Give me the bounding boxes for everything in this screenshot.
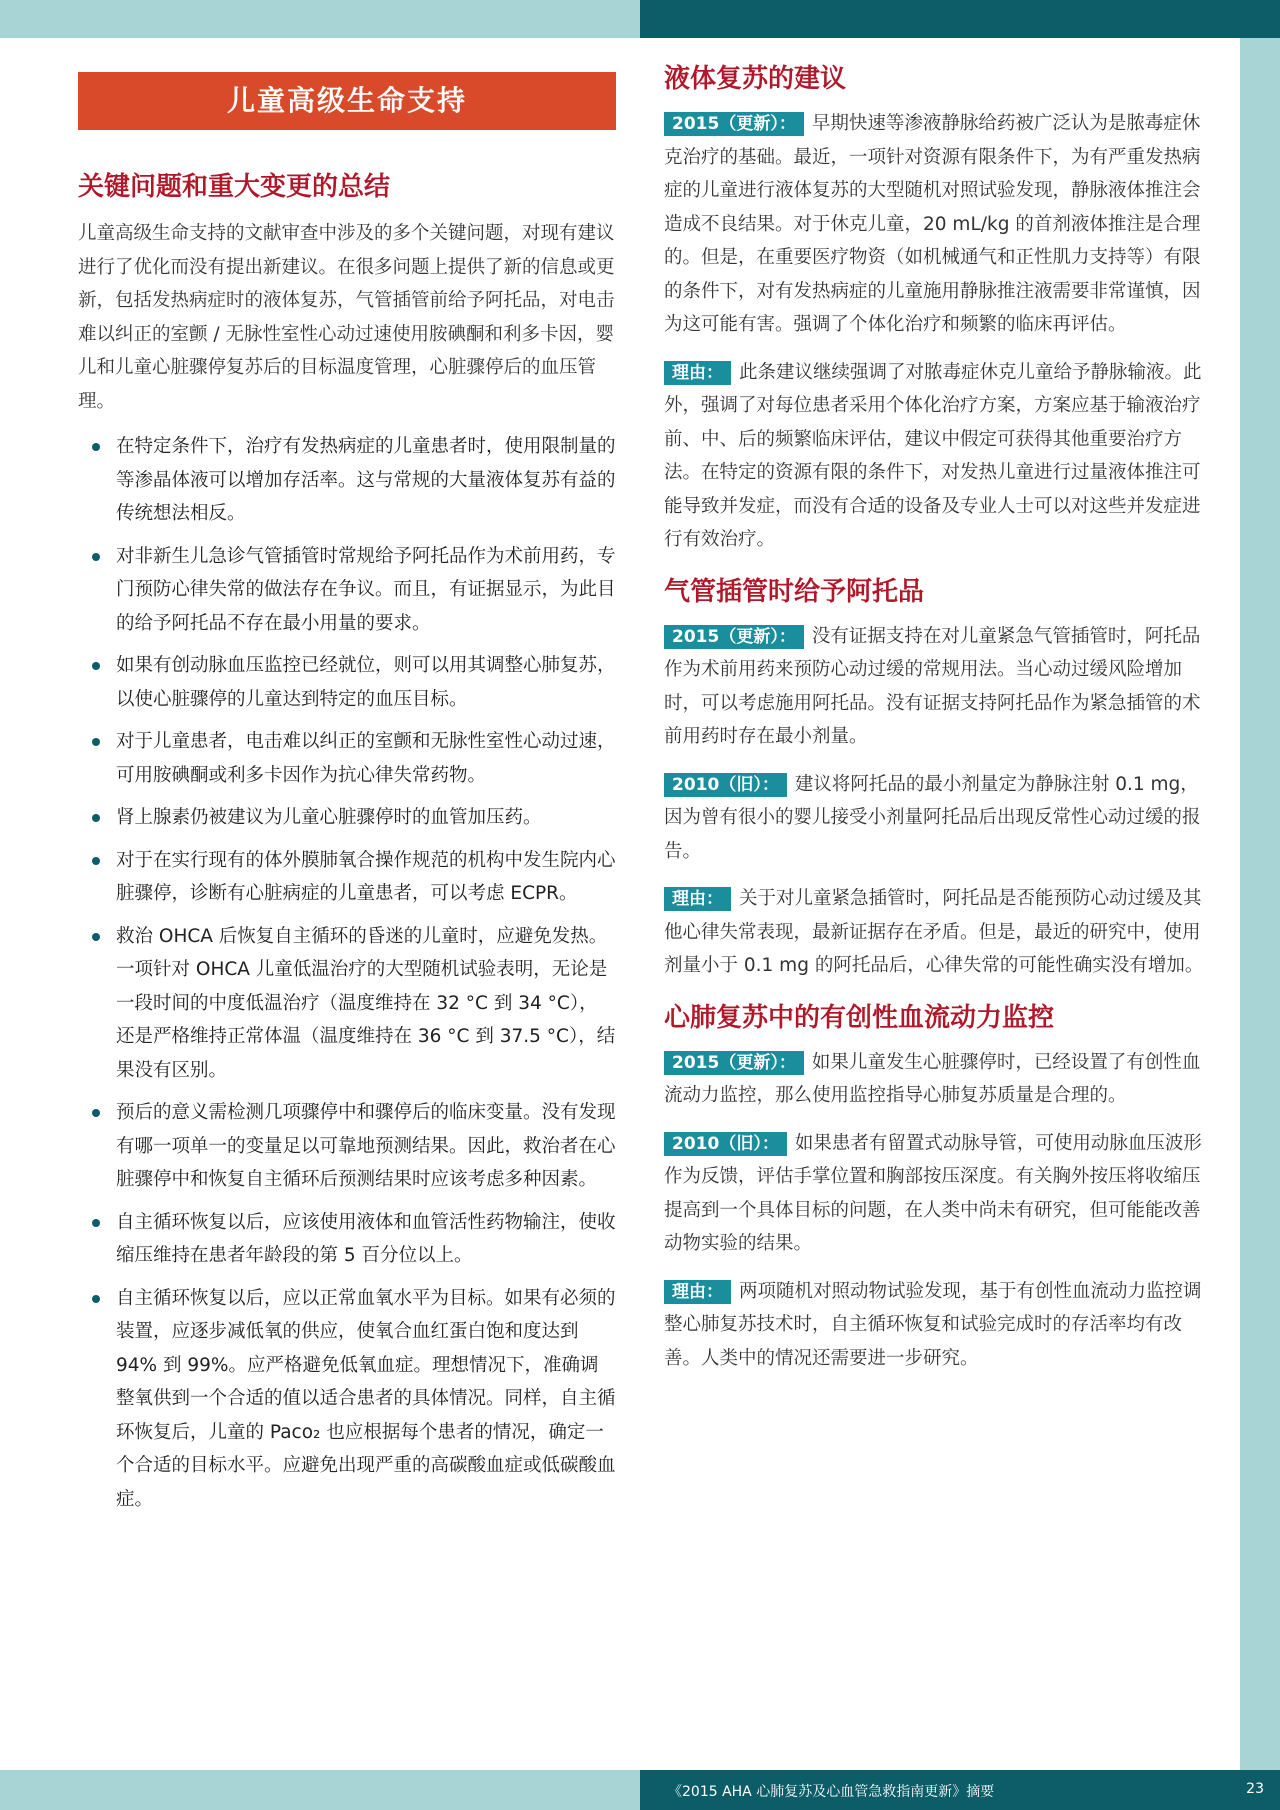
list-item: [78, 844, 616, 911]
bullet-text: 在特定条件下，治疗有发热病症的儿童患者时，使用限制量的等渗晶体液可以增加存活率。这与常规的大量液体复苏有益的传统想法相反。: [116, 436, 616, 524]
bullet-icon: [92, 738, 100, 746]
list-item: [78, 1282, 616, 1517]
paragraph-text: 两项随机对照动物试验发现，基于有创性血流动力监控调整心肺复苏技术时，自主循环恢复和试验完成时的存活率均有改善。人类中的情况还需要进一步研究。: [664, 1280, 1202, 1369]
footer-title: 《2015 AHA 心肺复苏及心血管急救指南更新》摘要: [668, 1784, 995, 1800]
paragraph-tag: 理由：: [664, 887, 731, 911]
bullet-icon: [92, 443, 100, 451]
paragraph-tag: 2015（更新）：: [664, 1051, 804, 1075]
bullet-text: 自主循环恢复以后，应以正常血氧水平为目标。如果有必须的装置，应逐步减低氧的供应，使氧合血红蛋白饱和度达到 94% 到 99%。应严格避免低氧血症。理想情况下，准确调整氧供到一个合适的值以适合患者的具体情况。同样，自主循环恢复后，儿童的 Paco₂ 也应根据每个患者的情况，确定一个合适的目标水平。应避免出现严重的高碳酸血症或低碳酸血症。: [116, 1287, 616, 1510]
bullet-text: 对于儿童患者，电击难以纠正的室颤和无脉性室性心动过速，可用胺碘酮或利多卡因作为抗心律失常药物。: [116, 731, 616, 786]
paragraph-tag: 2015（更新）：: [664, 112, 804, 136]
section-invasive-monitoring: [664, 997, 1204, 1376]
bullet-text: 对非新生儿急诊气管插管时常规给予阿托品作为术前用药，专门预防心律失常的做法存在争议。而且，有证据显示，为此目的给予阿托品不存在最小用量的要求。: [116, 545, 616, 634]
side-strip: [1240, 38, 1280, 1770]
bullet-text: 预后的意义需检测几项骤停中和骤停后的临床变量。没有发现有哪一项单一的变量足以可靠地预测结果。因此，救治者在心脏骤停中和恢复自主循环后预测结果时应该考虑多种因素。: [116, 1102, 616, 1190]
intro-paragraph: 儿童高级生命支持的文献审查中涉及的多个关键问题，对现有建议进行了优化而没有提出新建议。在很多问题上提供了新的信息或更新，包括发热病症时的液体复苏，气管插管前给予阿托品，对电击难以纠正的室颤 / 无脉性室性心动过速使用胺碘酮和利多卡因，婴儿和儿童心脏骤停复苏后的目标温度管理，心脏骤停后的血压管理。: [78, 223, 615, 412]
section-heading: 心肺复苏中的有创性血流动力监控: [664, 1002, 1055, 1033]
bullet-icon: [92, 553, 100, 561]
paragraph-text: 关于对儿童紧急插管时，阿托品是否能预防心动过缓及其他心律失常表现，最新证据存在矛盾。但是，最近的研究中，使用剂量小于 0.1 mg 的阿托品后，心律失常的可能性确实没有增加。: [664, 888, 1204, 976]
list-item: [78, 430, 616, 531]
page-banner: 儿童高级生命支持: [78, 72, 616, 130]
bullet-icon: [92, 857, 100, 865]
bullet-icon: [92, 1295, 100, 1303]
paragraph-tag: 理由：: [664, 1280, 731, 1304]
tagged-paragraph: [664, 107, 1204, 342]
bullet-text: 自主循环恢复以后，应该使用液体和血管活性药物输注，使收缩压维持在患者年龄段的第 5 百分位以上。: [116, 1211, 616, 1266]
bullet-text: 救治 OHCA 后恢复自主循环的昏迷的儿童时，应避免发热。一项针对 OHCA 儿童低温治疗的大型随机试验表明，无论是一段时间的中度低温治疗（温度维持在 32 °C 到 34 °C），还是严格维持正常体温（温度维持在 36 °C 到 37.5 °C），结果没有区别。: [116, 925, 616, 1081]
list-item: [78, 1206, 616, 1273]
list-item: [78, 725, 616, 792]
paragraph-text: 如果患者有留置式动脉导管，可使用动脉血压波形作为反馈，评估手掌位置和胸部按压深度。有关胸外按压将收缩压提高到一个具体目标的问题，在人类中尚未有研究，但可能能改善动物实验的结果。: [664, 1132, 1202, 1254]
top-bar-right: [640, 0, 1280, 38]
tagged-paragraph: [664, 768, 1204, 869]
paragraph-tag: 理由：: [664, 361, 731, 385]
tagged-paragraph: [664, 1275, 1204, 1376]
paragraph-text: 没有证据支持在对儿童紧急气管插管时，阿托品作为术前用药来预防心动过缓的常规用法。当心动过缓风险增加时，可以考虑施用阿托品。没有证据支持阿托品作为紧急插管的术前用药时存在最小剂量。: [664, 625, 1201, 747]
section-atropine-intubation: [664, 571, 1204, 983]
section-heading: 液体复苏的建议: [664, 64, 847, 94]
right-column: [664, 58, 1204, 1389]
paragraph-text: 建议将阿托品的最小剂量定为静脉注射 0.1 mg，因为曾有很小的婴儿接受小剂量阿托品后出现反常性心动过缓的报告。: [664, 773, 1201, 862]
paragraph-text: 如果儿童发生心脏骤停时，已经设置了有创性血流动力监控，那么使用监控指导心肺复苏质量是合理的。: [664, 1051, 1201, 1106]
paragraph-text: 早期快速等渗液静脉给药被广泛认为是脓毒症休克治疗的基础。最近，一项针对资源有限条件下，为有严重发热病症的儿童进行液体复苏的大型随机对照试验发现，静脉液体推注会造成不良结果。对于休克儿童，20 mL/kg 的首剂液体推注是合理的。但是，在重要医疗物资（如机械通气和正性肌力支持等）有限的条件下，对有发热病症的儿童施用静脉推注液需要非常谨慎，因为这可能有害。强调了个体化治疗和频繁的临床再评估。: [664, 113, 1201, 335]
tagged-paragraph: [664, 1127, 1204, 1261]
top-bar-left: [0, 0, 640, 38]
bullet-icon: [92, 933, 100, 941]
section-heading: 气管插管时给予阿托品: [664, 576, 925, 607]
left-column: [78, 72, 616, 1525]
tagged-paragraph: [664, 1046, 1204, 1113]
bullet-icon: [92, 662, 100, 670]
bullet-icon: [92, 1219, 100, 1227]
section-title: 关键问题和重大变更的总结: [78, 172, 391, 202]
paragraph-tag: 2010（旧）：: [664, 773, 787, 797]
tagged-paragraph: [664, 882, 1204, 983]
tagged-paragraph: [664, 356, 1204, 557]
bullet-icon: [92, 1109, 100, 1117]
list-item: [78, 801, 616, 835]
page-number: 23: [1246, 1781, 1264, 1797]
bullet-icon: [92, 814, 100, 822]
paragraph-tag: 2015（更新）：: [664, 625, 804, 649]
list-item: [78, 920, 616, 1088]
bullet-text: 肾上腺素仍被建议为儿童心脏骤停时的血管加压药。: [116, 807, 542, 828]
bullet-text: 如果有创动脉血压监控已经就位，则可以用其调整心肺复苏，以使心脏骤停的儿童达到特定的血压目标。: [116, 655, 616, 710]
bullet-list: [78, 430, 616, 1516]
list-item: [78, 1096, 616, 1197]
list-item: [78, 540, 616, 641]
bullet-text: 对于在实行现有的体外膜肺氧合操作规范的机构中发生院内心脏骤停，诊断有心脏病症的儿童患者，可以考虑 ECPR。: [116, 849, 616, 904]
section-fluid-resuscitation: [664, 58, 1204, 557]
tagged-paragraph: [664, 620, 1204, 754]
paragraph-text: 此条建议继续强调了对脓毒症休克儿童给予静脉输液。此外，强调了对每位患者采用个体化治疗方案，方案应基于输液治疗前、中、后的频繁临床评估，建议中假定可获得其他重要治疗方法。在特定的资源有限的条件下，对发热儿童进行过量液体推注可能导致并发症，而没有合适的设备及专业人士可以对这些并发症进行有效治疗。: [664, 361, 1202, 550]
list-item: [78, 649, 616, 716]
paragraph-tag: 2010（旧）：: [664, 1132, 787, 1156]
footer-bar-left: [0, 1770, 640, 1810]
footer-bar: [640, 1770, 1280, 1810]
